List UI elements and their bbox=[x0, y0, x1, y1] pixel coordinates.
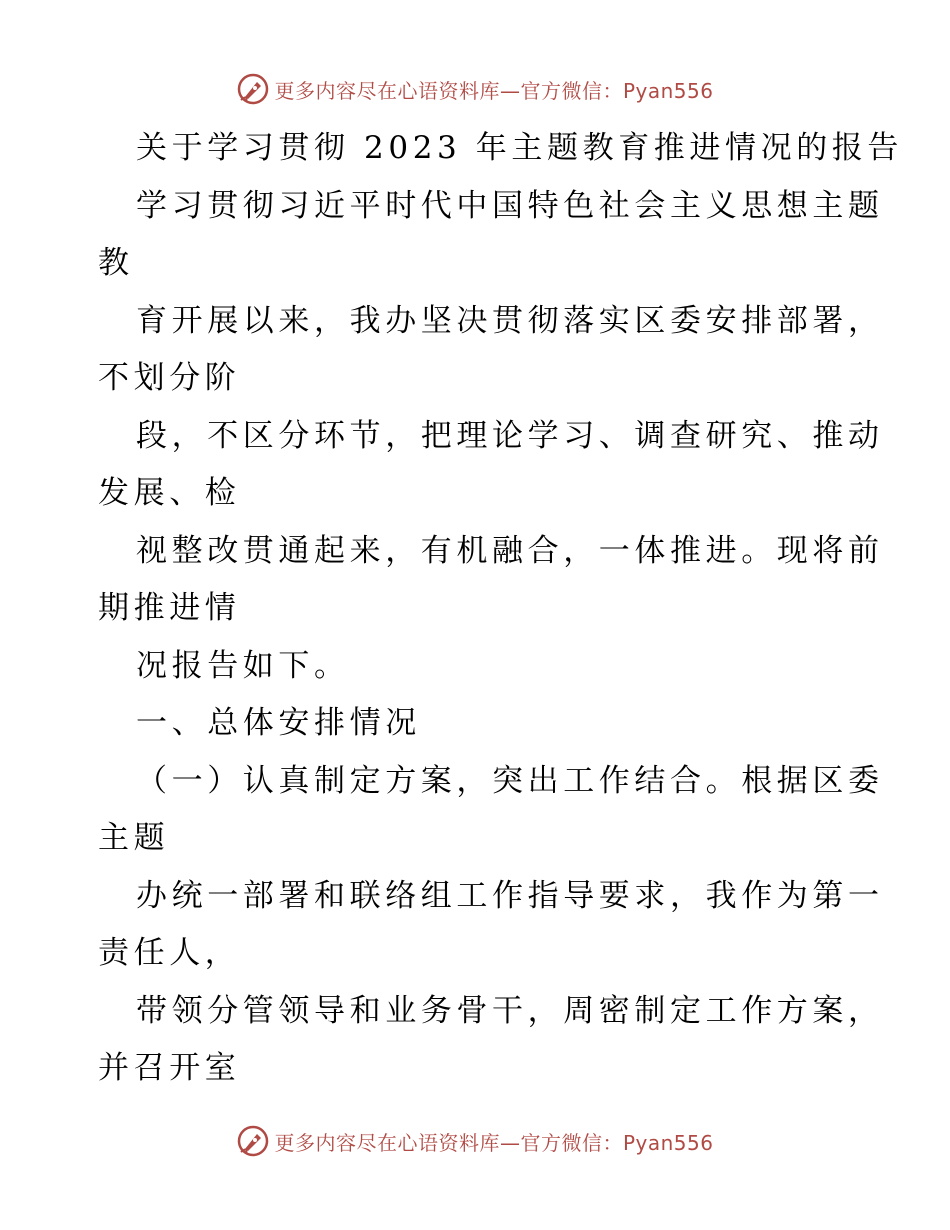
text-line: 视整改贯通起来，有机融合，一体推进。现将前 bbox=[136, 532, 884, 569]
document-body bbox=[98, 120, 903, 1098]
text-line: 不划分阶 bbox=[98, 360, 241, 396]
text-line: 办统一部署和联络组工作指导要求，我作为第一 bbox=[136, 877, 884, 914]
pen-nib-logo-icon bbox=[236, 72, 270, 106]
text-line: 学习贯彻习近平时代中国特色社会主义思想主题 bbox=[136, 187, 884, 224]
pen-nib-logo-icon bbox=[236, 1124, 270, 1158]
text-line: 并召开室 bbox=[98, 1050, 241, 1086]
text-line: 发展、检 bbox=[98, 475, 241, 511]
header-watermark bbox=[0, 72, 950, 106]
text-line: 期推进情 bbox=[98, 590, 241, 626]
text-line: 段，不区分环节，把理论学习、调查研究、推动 bbox=[136, 417, 884, 454]
text-line: 主题 bbox=[98, 820, 170, 856]
text-line: 关于学习贯彻 2023 年主题教育推进情况的报告 bbox=[136, 130, 903, 166]
watermark-text: 更多内容尽在心语资料库—官方微信：Pyan556 bbox=[274, 1130, 714, 1155]
text-line: 教 bbox=[98, 245, 134, 281]
footer-watermark bbox=[0, 1124, 950, 1158]
text-line: 育开展以来，我办坚决贯彻落实区委安排部署， bbox=[136, 302, 884, 339]
text-line: 带领分管领导和业务骨干，周密制定工作方案， bbox=[136, 992, 884, 1029]
text-line: 况报告如下。 bbox=[136, 647, 350, 684]
text-line: 一、总体安排情况 bbox=[136, 705, 421, 741]
text-line: 责任人， bbox=[98, 935, 241, 971]
watermark-text: 更多内容尽在心语资料库—官方微信：Pyan556 bbox=[274, 78, 714, 103]
text-line: （一）认真制定方案，突出工作结合。根据区委 bbox=[136, 762, 884, 799]
